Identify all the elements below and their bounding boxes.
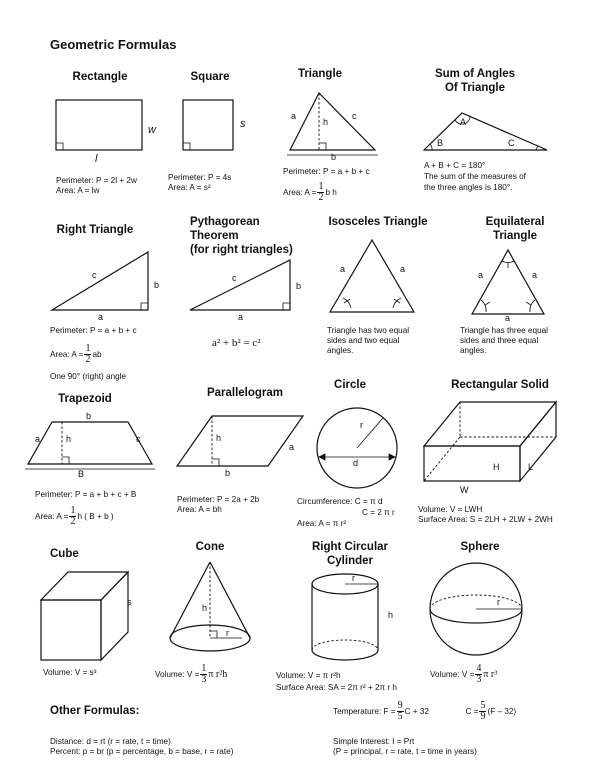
parallelogram-area: Area: A = bh [177, 505, 222, 514]
square-area: Area: A = s² [168, 183, 211, 192]
triangle-perimeter: Perimeter: P = a + b + c [283, 167, 370, 176]
other-distance: Distance: d = rt (r = rate, t = time) [50, 737, 171, 746]
cone-heading: Cone [195, 541, 225, 553]
sum-angles-heading: Sum of Angles Of Triangle [434, 68, 516, 94]
other-interest-1: Simple Interest: I = Prt [333, 737, 415, 746]
sum-angles-label-a: A [460, 117, 467, 127]
isosceles-heading: Isosceles Triangle [328, 216, 428, 228]
right-triangle-perimeter: Perimeter: P = a + b + c [50, 326, 137, 335]
cube-volume: Volume: V = s³ [43, 668, 97, 677]
pythagorean-label-a: a [238, 312, 244, 322]
equilateral-label-a-bottom: a [505, 313, 511, 323]
other-interest-2: (P = principal, r = rate, t = time in years) [333, 747, 477, 756]
right-triangle-heading: Right Triangle [56, 224, 134, 236]
triangle-area: Area: A = $\frac{1}{2}$ b h [283, 181, 337, 204]
equilateral-note-3: angles. [460, 346, 487, 355]
trapezoid-label-a: a [35, 434, 41, 444]
trapezoid-label-B: B [78, 469, 85, 479]
rect-solid-label-l: L [528, 462, 534, 472]
trapezoid-label-b-top: b [86, 411, 92, 421]
circle-circumference-1: Circumference: C = π d [297, 497, 383, 506]
trapezoid-label-c: c [136, 434, 141, 444]
sum-angles-label-c: C [508, 138, 515, 148]
parallelogram-heading: Parallelogram [206, 387, 284, 399]
right-triangle-note: One 90° (right) angle [50, 372, 127, 381]
parallelogram-perimeter: Perimeter: P = 2a + 2b [177, 495, 260, 504]
triangle-label-b: b [331, 152, 337, 162]
cylinder-label-r: r [352, 573, 355, 583]
parallelogram-label-a: a [289, 442, 295, 452]
rectangle-heading: Rectangle [72, 71, 128, 83]
cube-label-s: s [127, 597, 132, 607]
other-temperature: Temperature: F = $\frac{9}{5}$ C + 32 C = $\frac{5}{9}$ (F – 32) [333, 700, 517, 723]
rect-solid-volume: Volume: V = LWH [418, 505, 483, 514]
isosceles-note-2: sides and two equal [327, 336, 400, 345]
equilateral-note-1: Triangle has three equal [460, 326, 548, 335]
equilateral-label-a-right: a [532, 270, 538, 280]
trapezoid-area: Area: A = $\frac{1}{2}$ h ( B + b ) [35, 505, 114, 528]
square-perimeter: Perimeter: P = 4s [168, 173, 232, 182]
parallelogram-label-b: b [225, 468, 231, 478]
triangle-heading: Triangle [297, 68, 343, 80]
right-triangle-label-a: a [98, 312, 104, 322]
cylinder-volume: Volume: V = π r²h [276, 671, 341, 680]
sphere-volume: Volume: V = $\frac{4}{3}$ π r³ [430, 663, 498, 686]
rect-solid-label-h: H [493, 462, 500, 472]
rectangle-label-l: l [95, 153, 98, 165]
square-label-s: s [240, 118, 246, 130]
cylinder-surface: Surface Area: SA = 2π r² + 2π r h [276, 683, 397, 692]
sum-angles-note-1: The sum of the measures of [424, 172, 526, 181]
sphere-heading: Sphere [460, 541, 500, 553]
rectangle-label-w: w [148, 124, 156, 136]
trapezoid-perimeter: Perimeter: P = a + b + c + B [35, 490, 137, 499]
pythagorean-label-b: b [296, 281, 302, 291]
circle-circumference-2: C = 2 π r [362, 508, 395, 517]
page-title: Geometric Formulas [50, 37, 177, 52]
triangle-label-h: h [323, 117, 329, 127]
equilateral-note-2: sides and three equal [460, 336, 539, 345]
circle-area: Area: A = π r² [297, 519, 347, 528]
parallelogram-label-h: h [216, 433, 222, 443]
right-triangle-label-c: c [92, 270, 97, 280]
sphere-label-r: r [497, 597, 500, 607]
equilateral-heading: Equilateral Triangle [485, 216, 545, 242]
rectangle-area: Area: A = lw [56, 186, 100, 195]
square-heading: Square [190, 71, 230, 83]
other-percent: Percent: p = br (p = percentage, b = base, r = rate) [50, 747, 234, 756]
cylinder-label-h: h [388, 610, 394, 620]
cylinder-heading: Right Circular Cylinder [311, 541, 389, 567]
rect-solid-label-w: W [460, 485, 469, 495]
isosceles-note-1: Triangle has two equal [327, 326, 410, 335]
rect-solid-heading: Rectangular Solid [451, 379, 549, 391]
isosceles-label-a-right: a [400, 264, 406, 274]
rect-solid-surface: Surface Area: S = 2LH + 2LW + 2WH [418, 515, 553, 524]
sum-angles-label-b: B [437, 138, 444, 148]
equilateral-label-a-left: a [478, 270, 484, 280]
sum-angles-equation: A + B + C = 180° [424, 161, 486, 170]
cone-volume: Volume: V = $\frac{1}{3}$ π r²h [155, 663, 228, 686]
cone-label-r: r [226, 628, 229, 638]
right-triangle-area: Area: A = $\frac{1}{2}$ ab [50, 343, 102, 366]
other-heading: Other Formulas: [50, 705, 140, 717]
isosceles-note-3: angles. [327, 346, 354, 355]
right-triangle-label-b: b [154, 280, 160, 290]
pythagorean-heading: Pythagorean Theorem (for right triangles) [190, 216, 293, 256]
trapezoid-label-h: h [66, 434, 72, 444]
pythagorean-label-c: c [232, 273, 237, 283]
pythagorean-formula: a² + b² = c² [212, 337, 261, 349]
triangle-label-c: c [352, 111, 357, 121]
circle-heading: Circle [334, 379, 366, 391]
isosceles-label-a-left: a [340, 264, 346, 274]
cone-label-h: h [202, 603, 208, 613]
circle-label-d: d [353, 458, 359, 468]
rectangle-perimeter: Perimeter: P = 2l + 2w [56, 176, 137, 185]
sum-angles-note-2: the three angles is 180°. [424, 183, 513, 192]
trapezoid-heading: Trapezoid [58, 393, 112, 405]
triangle-label-a: a [291, 111, 297, 121]
circle-label-r: r [360, 420, 363, 430]
cube-heading: Cube [50, 548, 79, 560]
